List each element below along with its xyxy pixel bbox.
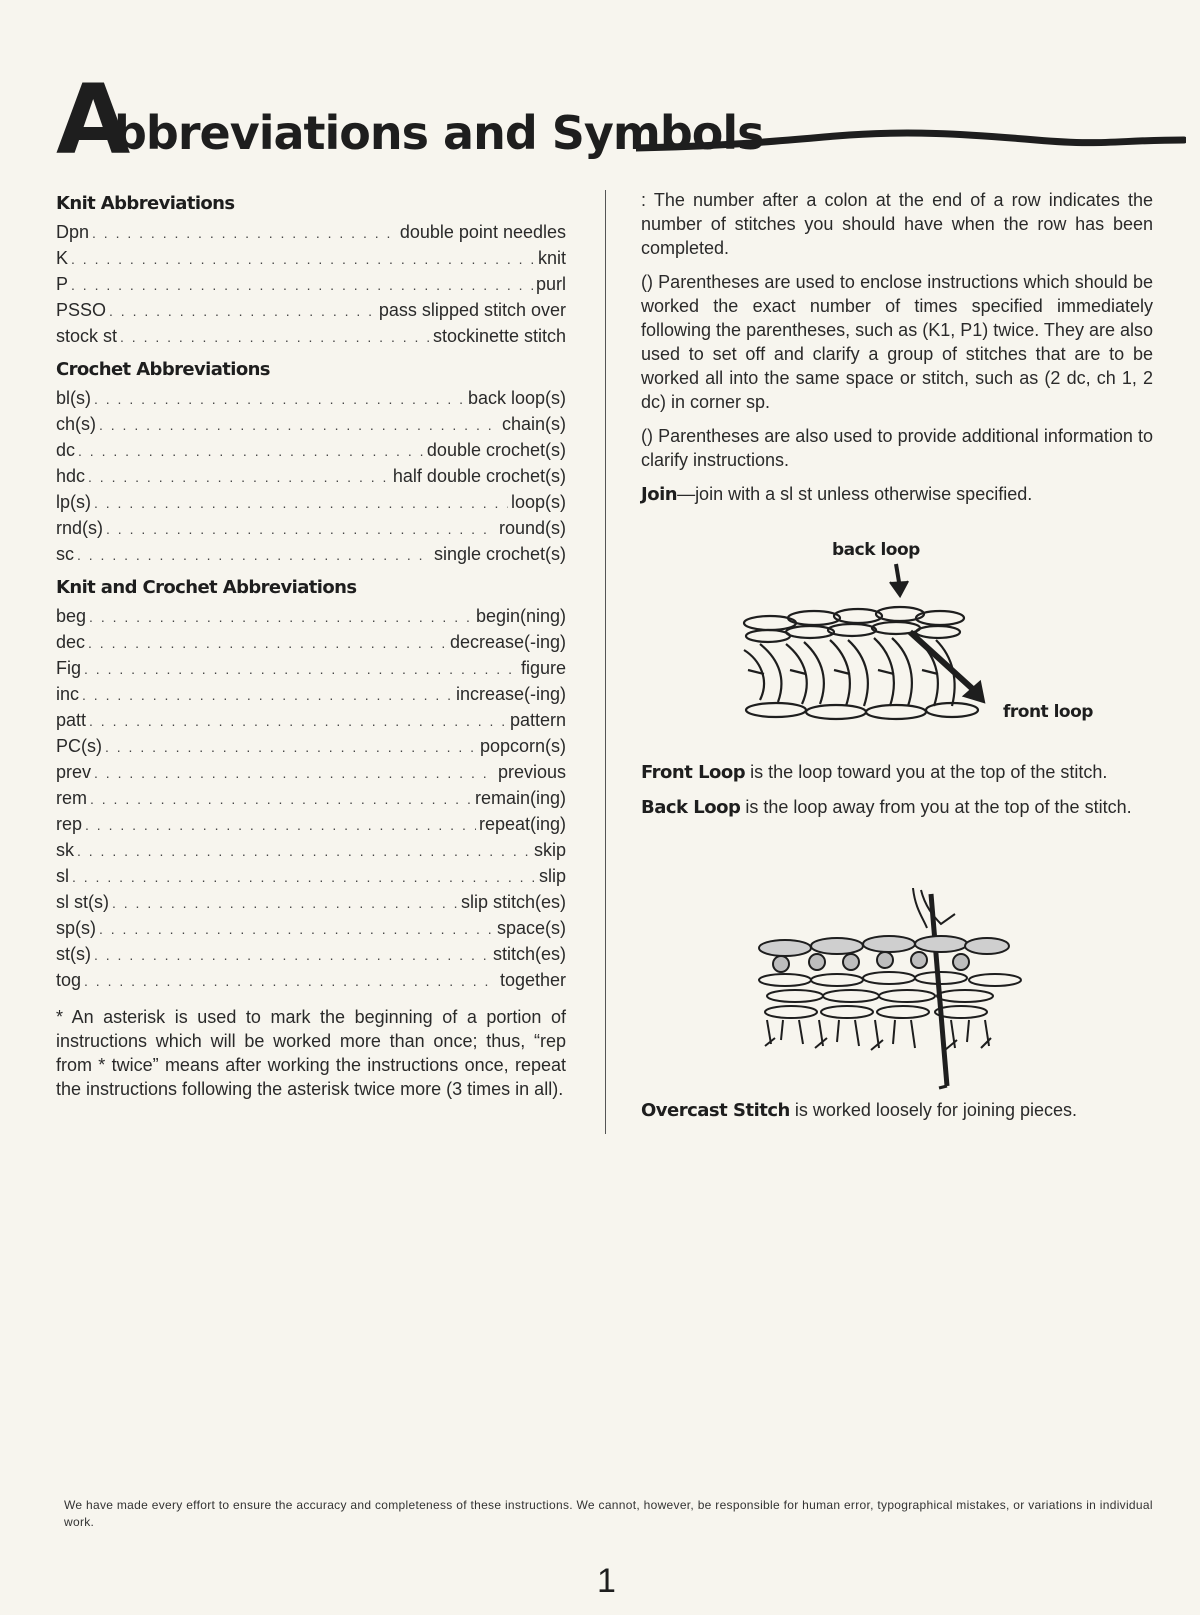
dot-leader xyxy=(89,708,507,734)
abbreviation-row xyxy=(56,515,566,541)
abbreviation-meaning: skip xyxy=(533,840,566,860)
abbreviation-meaning: slip stitch(es) xyxy=(460,892,566,912)
abbreviation-row xyxy=(56,915,566,941)
page-title xyxy=(56,64,1156,176)
abbreviation-meaning: knit xyxy=(537,248,566,268)
abbreviation-row xyxy=(56,681,566,707)
symbols-column xyxy=(641,188,1153,517)
dot-leader xyxy=(77,838,531,864)
abbreviation-row xyxy=(56,219,566,245)
dot-leader xyxy=(105,734,477,760)
abbreviation-meaning: together xyxy=(499,970,566,990)
dot-leader xyxy=(94,942,490,968)
abbreviation-term: Dpn xyxy=(56,222,90,242)
abbreviation-term: Fig xyxy=(56,658,82,678)
abbreviation-term: rem xyxy=(56,788,87,808)
abbreviation-row xyxy=(56,941,566,967)
abbreviation-term: prev xyxy=(56,762,92,782)
front-loop-label: front loop xyxy=(1003,702,1093,722)
abbreviation-row xyxy=(56,629,566,655)
abbreviation-row xyxy=(56,655,566,681)
abbreviation-row xyxy=(56,863,566,889)
dot-leader xyxy=(78,438,424,464)
dot-leader xyxy=(120,324,430,350)
dot-leader xyxy=(89,604,473,630)
abbreviation-term: K xyxy=(56,248,69,268)
dot-leader xyxy=(94,760,495,786)
dot-leader xyxy=(92,220,397,246)
abbreviation-meaning: back loop(s) xyxy=(467,388,566,408)
abbreviation-meaning: remain(ing) xyxy=(474,788,566,808)
abbreviation-meaning: single crochet(s) xyxy=(433,544,566,564)
dot-leader xyxy=(94,490,508,516)
title-underline xyxy=(636,126,1186,156)
back-loop-text: is the loop away from you at the top of the stitch. xyxy=(740,797,1132,817)
loop-illustration xyxy=(740,540,1100,740)
dot-leader xyxy=(99,412,499,438)
dot-leader xyxy=(77,542,431,568)
back-loop-term: Back Loop xyxy=(641,797,741,818)
loop-definitions xyxy=(641,760,1153,830)
overcast-text: is worked loosely for joining pieces. xyxy=(789,1100,1077,1120)
crochet-abbreviations-heading: Crochet Abbreviations xyxy=(56,359,270,380)
abbreviation-meaning: space(s) xyxy=(496,918,566,938)
abbreviation-row xyxy=(56,837,566,863)
abbreviation-row xyxy=(56,323,566,349)
abbreviation-row xyxy=(56,759,566,785)
dot-leader xyxy=(84,656,518,682)
abbreviation-term: beg xyxy=(56,606,87,626)
dot-leader xyxy=(90,786,472,812)
abbreviation-meaning: pass slipped stitch over xyxy=(378,300,566,320)
dot-leader xyxy=(112,890,458,916)
knit-abbreviations-list xyxy=(56,219,566,349)
parentheses-note-2: () Parentheses are also used to provide additional information to clarify instructions. xyxy=(641,426,1153,470)
abbreviation-term: sl st(s) xyxy=(56,892,109,912)
abbreviation-meaning: popcorn(s) xyxy=(479,736,566,756)
disclaimer-footnote: We have made every effort to ensure the accuracy and completeness of these instructions. We cannot, however, be responsible for human error, typographical mistakes, or variations in individual work. xyxy=(64,1498,1153,1529)
overcast-definition-block xyxy=(641,1098,1153,1133)
back-loop-definition xyxy=(641,795,1153,820)
abbreviation-term: sl xyxy=(56,866,69,886)
knit-crochet-abbreviations-heading: Knit and Crochet Abbreviations xyxy=(56,577,357,598)
dot-leader xyxy=(71,272,533,298)
abbreviation-term: inc xyxy=(56,684,80,704)
join-note xyxy=(641,482,1153,507)
abbreviation-term: sp(s) xyxy=(56,918,96,938)
title-initial: A xyxy=(56,64,129,176)
overcast-stitch-drawing xyxy=(755,888,1055,1093)
abbreviation-row xyxy=(56,489,566,515)
abbreviation-term: dec xyxy=(56,632,86,652)
abbreviation-row xyxy=(56,811,566,837)
overcast-definition xyxy=(641,1098,1153,1123)
crochet-abbreviations-list xyxy=(56,385,566,567)
abbreviation-row xyxy=(56,271,566,297)
abbreviation-term: rnd(s) xyxy=(56,518,104,538)
abbreviation-meaning: chain(s) xyxy=(501,414,566,434)
abbreviation-term: rep xyxy=(56,814,83,834)
abbreviation-term: st(s) xyxy=(56,944,91,964)
abbreviation-meaning: round(s) xyxy=(498,518,566,538)
dot-leader xyxy=(71,246,535,272)
abbreviation-term: lp(s) xyxy=(56,492,91,512)
column-divider xyxy=(605,190,606,1134)
dot-leader xyxy=(88,464,390,490)
abbreviation-meaning: repeat(ing) xyxy=(478,814,566,834)
dot-leader xyxy=(99,916,494,942)
dot-leader xyxy=(72,864,536,890)
abbreviation-term: tog xyxy=(56,970,82,990)
front-loop-text: is the loop toward you at the top of the stitch. xyxy=(745,762,1108,782)
abbreviation-term: ch(s) xyxy=(56,414,96,434)
front-loop-term: Front Loop xyxy=(641,762,746,783)
title-text: bbreviations and Symbols xyxy=(114,106,764,160)
abbreviation-term: hdc xyxy=(56,466,86,486)
abbreviation-term: PC(s) xyxy=(56,736,102,756)
abbreviation-term: sk xyxy=(56,840,74,860)
abbreviation-row xyxy=(56,437,566,463)
abbreviation-meaning: begin(ning) xyxy=(475,606,566,626)
abbreviation-row xyxy=(56,603,566,629)
abbreviation-term: P xyxy=(56,274,69,294)
asterisk-note: * An asterisk is used to mark the beginning of a portion of instructions which will be worked more than once; thus, “rep from * twice” means after working the instructions once, repeat the instructions following the asterisk twice more (3 times in all). xyxy=(56,1007,566,1099)
abbreviation-row xyxy=(56,733,566,759)
abbreviation-meaning: double crochet(s) xyxy=(426,440,566,460)
page-number: 1 xyxy=(597,1562,616,1600)
abbreviation-row xyxy=(56,463,566,489)
abbreviation-meaning: figure xyxy=(520,658,566,678)
abbreviations-column xyxy=(56,193,566,1101)
dot-leader xyxy=(82,682,453,708)
abbreviation-meaning: pattern xyxy=(509,710,566,730)
dot-leader xyxy=(84,968,497,994)
overcast-term: Overcast Stitch xyxy=(641,1100,790,1121)
back-loop-label: back loop xyxy=(832,540,920,560)
abbreviation-meaning: half double crochet(s) xyxy=(392,466,566,486)
join-text: —join with a sl st unless otherwise specified. xyxy=(677,484,1033,504)
front-loop-definition xyxy=(641,760,1153,785)
dot-leader xyxy=(88,630,447,656)
abbreviation-term: stock st xyxy=(56,326,118,346)
abbreviation-meaning: purl xyxy=(535,274,566,294)
abbreviation-meaning: stitch(es) xyxy=(492,944,566,964)
abbreviation-meaning: previous xyxy=(497,762,566,782)
abbreviation-meaning: loop(s) xyxy=(510,492,566,512)
abbreviation-term: patt xyxy=(56,710,87,730)
abbreviation-row xyxy=(56,967,566,993)
join-term: Join xyxy=(641,484,678,505)
abbreviation-meaning: double point needles xyxy=(399,222,566,242)
dot-leader xyxy=(109,298,376,324)
abbreviation-row xyxy=(56,411,566,437)
abbreviation-row xyxy=(56,385,566,411)
knit-crochet-abbreviations-list xyxy=(56,603,566,993)
dot-leader xyxy=(106,516,496,542)
abbreviation-row xyxy=(56,785,566,811)
knit-abbreviations-heading: Knit Abbreviations xyxy=(56,193,235,214)
overcast-stitch-illustration xyxy=(755,888,1055,1093)
abbreviation-row xyxy=(56,245,566,271)
abbreviation-meaning: slip xyxy=(538,866,566,886)
abbreviation-row xyxy=(56,707,566,733)
abbreviation-meaning: stockinette stitch xyxy=(432,326,566,346)
abbreviation-term: PSSO xyxy=(56,300,107,320)
abbreviation-row xyxy=(56,541,566,567)
dot-leader xyxy=(94,386,465,412)
abbreviation-term: dc xyxy=(56,440,76,460)
stitch-row-drawing xyxy=(740,540,1100,740)
abbreviation-meaning: increase(-ing) xyxy=(455,684,566,704)
abbreviation-term: bl(s) xyxy=(56,388,91,408)
abbreviation-row xyxy=(56,297,566,323)
abbreviation-row xyxy=(56,889,566,915)
abbreviation-term: sc xyxy=(56,544,74,564)
abbreviation-meaning: decrease(-ing) xyxy=(449,632,566,652)
colon-note: : The number after a colon at the end of a row indicates the number of stitches you should have when the row has been completed. xyxy=(641,190,1153,258)
dot-leader xyxy=(85,812,476,838)
parentheses-note-1: () Parentheses are used to enclose instructions which should be worked the exact number of times specified immediately following the parentheses, such as (K1, P1) twice. They are also used to set off and clarify a group of stitches that are to be worked all into the same space or stitch, such as (2 dc, ch 1, 2 dc) in corner sp. xyxy=(641,272,1153,412)
